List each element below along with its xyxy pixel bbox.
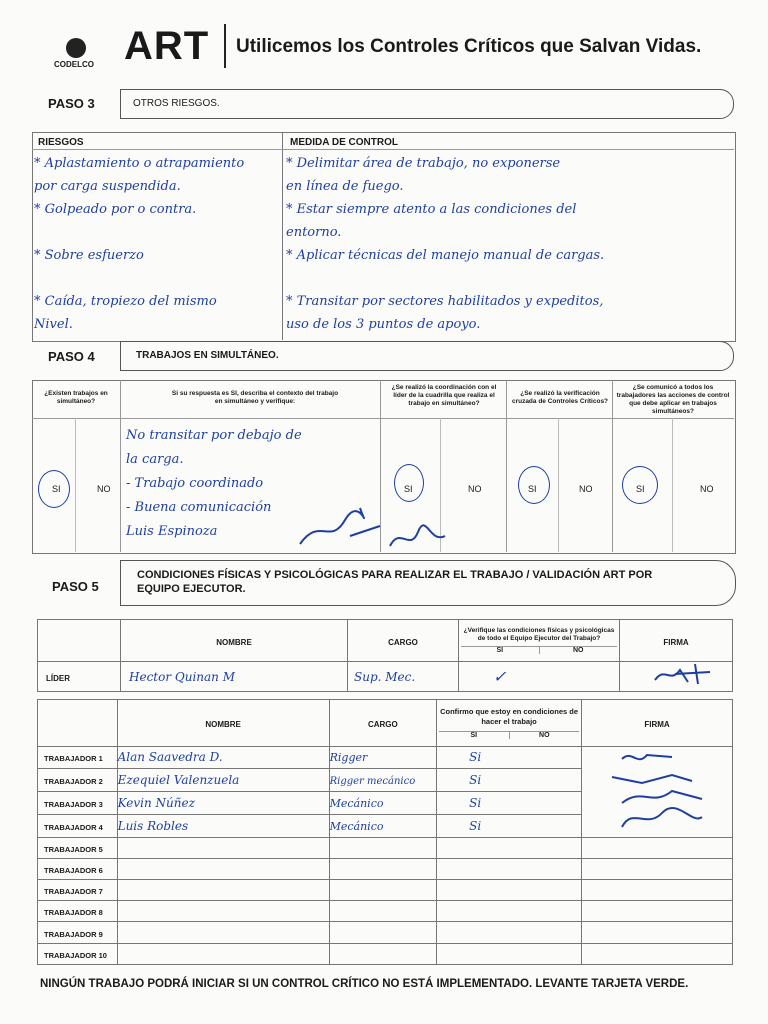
trabajador-cargo: Rigger mecánico: [329, 776, 416, 788]
trabajador-nombre-cell[interactable]: [117, 943, 329, 964]
trabajador-label: TRABAJADOR 10: [44, 950, 107, 960]
no-option-existen[interactable]: NO: [97, 484, 111, 494]
signature-stroke: [390, 525, 445, 546]
blank-cell: [38, 700, 118, 747]
si-option-existen[interactable]: SI: [52, 484, 61, 494]
riesgo-line: * Sobre esfuerzo: [34, 248, 144, 263]
trabajador-si-cell[interactable]: [437, 792, 582, 815]
col-cargo-label: CARGO: [388, 637, 418, 647]
trabajadores-table: [37, 699, 733, 965]
codelco-logo-icon: [66, 38, 86, 58]
trabajador-label-cell: [38, 943, 118, 964]
trabajador-nombre: Luis Robles: [117, 818, 189, 833]
no-option-coordinacion[interactable]: NO: [468, 484, 482, 494]
trabajador-cargo-cell[interactable]: [329, 858, 436, 879]
header-divider: [224, 24, 226, 68]
si-circle: [518, 466, 550, 504]
col-no: NO: [509, 732, 579, 739]
trabajador-label: TRABAJADOR 2: [44, 777, 103, 787]
trabajador-nombre-cell[interactable]: [117, 814, 329, 837]
trabajador-firma-cell[interactable]: [582, 901, 733, 922]
trabajador-si-cell[interactable]: [437, 901, 582, 922]
col-si: SI: [496, 647, 504, 654]
descripcion-line: - Trabajo coordinado: [126, 476, 264, 491]
trabajador-label-cell: [38, 769, 118, 792]
trabajador-cargo: Rigger: [329, 751, 368, 765]
trabajador-label: TRABAJADOR 1: [44, 754, 103, 764]
no-option-comunico[interactable]: NO: [700, 484, 714, 494]
trabajador-nombre-cell[interactable]: [117, 746, 329, 769]
riesgo-line: * Golpeado por o contra.: [34, 202, 197, 217]
art-title: ART: [124, 24, 210, 68]
signature-stroke: [300, 508, 380, 544]
col-medida: MEDIDA DE CONTROL: [290, 137, 398, 148]
lider-cargo: Sup. Mec.: [354, 669, 416, 684]
lider-signature: [650, 662, 730, 686]
q-verificacion: ¿Se realizó la verificación cruzada de Controles Críticos?: [511, 390, 609, 405]
trabajador-si-cell[interactable]: [437, 858, 582, 879]
medida-line: * Aplicar técnicas del manejo manual de cargas.: [286, 248, 605, 263]
trabajador-si-cell[interactable]: [437, 769, 582, 792]
si-option-verificacion[interactable]: SI: [528, 484, 537, 494]
table-row: [38, 922, 733, 943]
col-nombre: [121, 620, 348, 662]
paso3-subtitle: OTROS RIESGOS.: [133, 98, 220, 109]
col-firma-label: FIRMA: [663, 637, 689, 647]
trabajador-firma-cell[interactable]: [582, 943, 733, 964]
lider-firma-cell[interactable]: [620, 662, 733, 692]
trabajador-si: Si: [469, 818, 482, 833]
table-row: [38, 901, 733, 922]
trabajador-cargo-cell[interactable]: [329, 901, 436, 922]
descripcion-line: - Buena comunicación: [126, 500, 272, 515]
trabajador-cargo: Mecánico: [329, 796, 384, 810]
trabajador-nombre-cell[interactable]: [117, 922, 329, 943]
trabajador-label: TRABAJADOR 7: [44, 887, 103, 897]
riesgo-line: Nivel.: [34, 317, 73, 332]
col-confirmo-label: Confirmo que estoy en condiciones de hacer el trabajo: [440, 706, 579, 726]
footer-warning: NINGÚN TRABAJO PODRÁ INICIAR SI UN CONTROL CRÍTICO NO ESTÁ IMPLEMENTADO. LEVANTE TARJETA VERDE.: [40, 978, 689, 990]
trabajador-label: TRABAJADOR 4: [44, 822, 103, 832]
col-verif: [459, 620, 620, 662]
riesgo-line: * Caída, tropiezo del mismo: [34, 294, 217, 309]
trabajador-cargo-cell[interactable]: [329, 814, 436, 837]
trabajador-nombre: Kevin Núñez: [117, 795, 195, 810]
medidas-list: [286, 152, 732, 336]
signature-stroke: [612, 775, 692, 783]
page-title: Utilicemos los Controles Críticos que Salvan Vidas.: [236, 36, 702, 57]
col-riesgos: RIESGOS: [38, 137, 84, 148]
paso4-header-line: [32, 418, 734, 419]
trabajador-nombre-cell[interactable]: [117, 858, 329, 879]
trabajador-label: TRABAJADOR 9: [44, 929, 103, 939]
trabajador-si-cell[interactable]: [437, 943, 582, 964]
trabajador-label-cell: [38, 879, 118, 900]
col-cargo: [329, 700, 436, 747]
trabajador-si-cell[interactable]: [437, 879, 582, 900]
trabajador-si: Si: [469, 795, 482, 810]
lider-verif-cell[interactable]: [459, 662, 620, 692]
trabajador-label-cell: [38, 837, 118, 858]
q-comunico: ¿Se comunicó a todos los trabajadores las acciones de control que debe aplicar en trabajos simultáneos?: [616, 384, 730, 415]
lider-table: [37, 619, 733, 692]
lider-nombre: Hector Quinan M: [129, 669, 236, 684]
medida-line: entorno.: [286, 225, 342, 240]
lider-nombre-cell[interactable]: [121, 662, 348, 692]
trabajador-label: TRABAJADOR 8: [44, 908, 103, 918]
col-nombre-label: NOMBRE: [216, 637, 252, 647]
trabajador-firma-cell[interactable]: [582, 879, 733, 900]
paso5-label: PASO 5: [52, 579, 99, 594]
trabajador-label: TRABAJADOR 6: [44, 865, 103, 875]
signature-stroke: [655, 664, 710, 684]
si-circle: [622, 466, 658, 504]
si-circle: [38, 470, 70, 508]
trabajador-cargo-cell[interactable]: [329, 792, 436, 815]
trabajador-si-cell[interactable]: [437, 837, 582, 858]
trabajador-label-cell: [38, 792, 118, 815]
col-verif-label: ¿Verifique las condiciones físicas y psicológicas de todo el Equipo Ejecutor del Trabajo?: [463, 627, 615, 642]
q-coordinacion: ¿Se realizó la coordinación con el líder de la cuadrilla que realiza el trabajo en simultáneo?: [391, 384, 497, 407]
trabajador-nombre: Ezequiel Valenzuela: [117, 773, 240, 788]
q-existen: ¿Existen trabajos en simultáneo?: [44, 390, 108, 405]
paso4-signatures: [290, 496, 450, 556]
trabajador-cargo-cell[interactable]: [329, 769, 436, 792]
signature-stroke: [622, 755, 672, 759]
trabajador-label: TRABAJADOR 3: [44, 799, 103, 809]
trabajador-label-cell: [38, 858, 118, 879]
blank-cell: [38, 620, 121, 662]
q-describa: Si su respuesta es SI, describa el contexto del trabajo en simultáneo y verifique:: [171, 390, 339, 405]
trabajador-label: TRABAJADOR 5: [44, 844, 103, 854]
riesgos-list: [34, 152, 282, 336]
trabajador-si: Si: [469, 773, 482, 788]
trabajador-nombre-cell[interactable]: [117, 837, 329, 858]
trabajador-si: Si: [469, 750, 482, 765]
riesgo-line: [34, 267, 282, 290]
riesgo-line: * Aplastamiento o atrapamiento: [34, 156, 245, 171]
trabajador-label-cell: [38, 922, 118, 943]
paso4-div: [612, 380, 613, 552]
col-firma-label: FIRMA: [644, 719, 670, 729]
col-nombre: [117, 700, 329, 747]
trabajador-si-cell[interactable]: [437, 814, 582, 837]
lider-label-cell: [38, 662, 121, 692]
paso5-subtitle: CONDICIONES FÍSICAS Y PSICOLÓGICAS PARA REALIZAR EL TRABAJO / VALIDACIÓN ART POR EQUIPO EJECUTOR.: [137, 569, 653, 595]
trabajador-nombre-cell[interactable]: [117, 879, 329, 900]
table-row: [38, 746, 733, 769]
trabajadores-signatures: [602, 747, 732, 831]
medida-line: * Delimitar área de trabajo, no exponerse: [286, 156, 561, 171]
trabajador-si-cell[interactable]: [437, 746, 582, 769]
paso4-label: PASO 4: [48, 349, 95, 364]
trabajador-firma-cell[interactable]: [582, 858, 733, 879]
descripcion-line: Luis Espinoza: [126, 524, 218, 539]
trabajador-firma-cell[interactable]: [582, 837, 733, 858]
trabajador-nombre-cell[interactable]: [117, 792, 329, 815]
col-firma: [620, 620, 733, 662]
riesgos-header-line: [32, 149, 734, 150]
col-firma: [582, 700, 733, 747]
riesgos-col-divider: [282, 132, 283, 340]
trabajador-cargo-cell[interactable]: [329, 746, 436, 769]
paso4-div: [120, 380, 121, 552]
medida-line: * Estar siempre atento a las condiciones del: [286, 202, 577, 217]
riesgo-line: [34, 221, 282, 244]
paso4-div: [558, 418, 559, 552]
brand-label: CODELCO: [54, 60, 94, 69]
trabajador-cargo-cell[interactable]: [329, 943, 436, 964]
trabajador-nombre-cell[interactable]: [117, 769, 329, 792]
no-option-verificacion[interactable]: NO: [579, 484, 593, 494]
col-cargo-label: CARGO: [367, 719, 398, 729]
table-row: [38, 837, 733, 858]
trabajador-label-cell: [38, 746, 118, 769]
trabajador-firma-cell[interactable]: [582, 922, 733, 943]
paso4-div: [506, 380, 507, 552]
medida-line: [286, 267, 732, 290]
medida-line: en línea de fuego.: [286, 179, 404, 194]
medida-line: * Transitar por sectores habilitados y expeditos,: [286, 294, 604, 309]
descripcion-line: la carga.: [126, 452, 184, 467]
trabajador-label-cell: [38, 814, 118, 837]
lider-si: ✓: [493, 666, 507, 686]
trabajador-nombre: Alan Saavedra D.: [117, 750, 223, 765]
trabajador-cargo-cell[interactable]: [329, 879, 436, 900]
table-row: [38, 858, 733, 879]
col-cargo: [348, 620, 459, 662]
lider-cargo-cell[interactable]: [348, 662, 459, 692]
paso4-div: [75, 418, 76, 552]
riesgo-line: por carga suspendida.: [34, 179, 181, 194]
trabajador-label-cell: [38, 901, 118, 922]
paso3-label: PASO 3: [48, 96, 95, 111]
signature-stroke: [622, 808, 702, 827]
si-option-comunico[interactable]: SI: [636, 484, 645, 494]
trabajador-cargo-cell[interactable]: [329, 837, 436, 858]
trabajador-firma-cell[interactable]: [582, 746, 733, 837]
table-row: [38, 943, 733, 964]
trabajador-si-cell[interactable]: [437, 922, 582, 943]
col-si: SI: [470, 731, 478, 739]
trabajador-nombre-cell[interactable]: [117, 901, 329, 922]
table-row: [38, 879, 733, 900]
lider-label: LÍDER: [46, 673, 70, 683]
paso4-div: [672, 418, 673, 552]
medida-line: uso de los 3 puntos de apoyo.: [286, 317, 481, 332]
si-option-coordinacion[interactable]: SI: [404, 484, 413, 494]
trabajador-cargo-cell[interactable]: [329, 922, 436, 943]
col-no: NO: [539, 647, 618, 654]
trabajador-cargo: Mecánico: [329, 819, 384, 833]
signature-stroke: [622, 791, 702, 803]
col-confirmo: [437, 700, 582, 747]
paso4-subtitle: TRABAJOS EN SIMULTÁNEO.: [136, 350, 279, 361]
descripcion-line: No transitar por debajo de: [126, 428, 302, 443]
col-nombre-label: NOMBRE: [205, 719, 241, 729]
